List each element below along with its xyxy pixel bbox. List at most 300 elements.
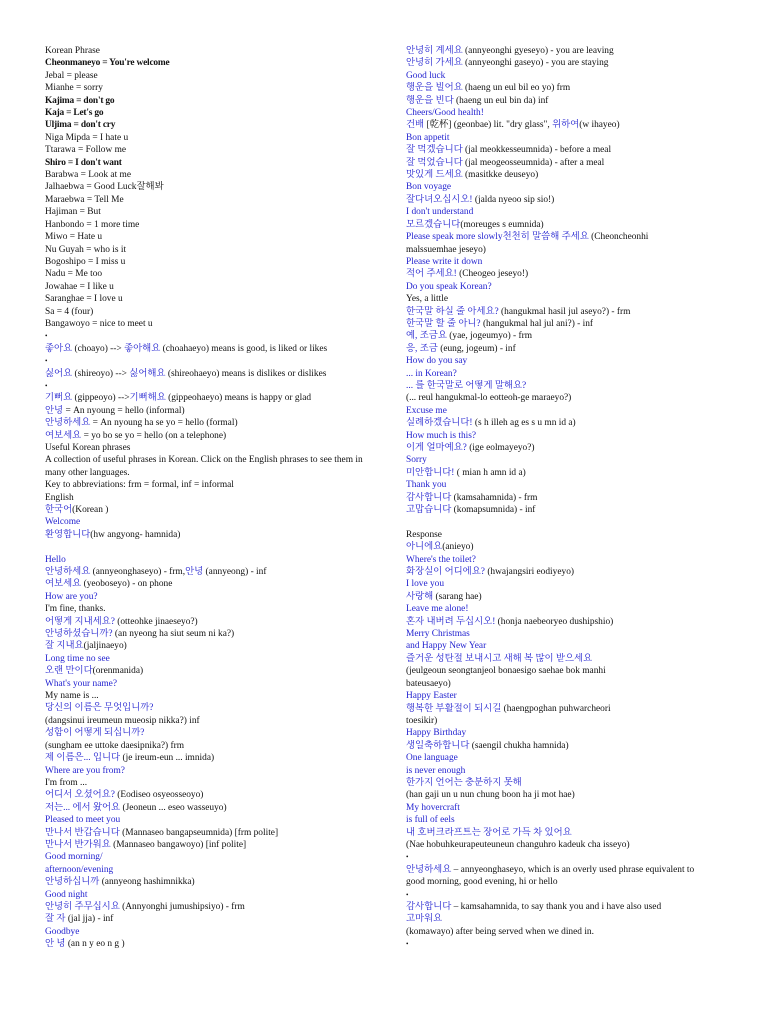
korean-text: 좋아요 [45, 343, 73, 354]
text-content: (Jeoneun ... eseo wasseuyo) [120, 802, 227, 813]
text-line [45, 119, 375, 131]
phrase-heading [406, 368, 736, 380]
text-content: (honja naebeoryeo dushipshio) [495, 616, 614, 627]
text-line [45, 802, 375, 814]
text-content: toesikir) [406, 715, 438, 726]
phrase-heading [406, 70, 736, 82]
text-content: Miwo = Hate u [45, 232, 103, 243]
left-column [45, 45, 375, 951]
blank-line [45, 541, 375, 553]
korean-text: 한국말 할 줄 아니? [406, 318, 481, 329]
text-content: (Mannaseo bangapseumnida) [frm polite] [119, 827, 279, 838]
text-content: (annyeonghaseyo) - frm, [90, 567, 186, 577]
phrase-heading-text: afternoon/evening [45, 864, 114, 875]
text-line [45, 157, 375, 169]
korean-text: 사랑해 [406, 591, 434, 602]
text-content: (choayo) --> [72, 343, 125, 354]
phrase-heading [406, 554, 736, 566]
text-content: Nu Guyah = who is it [45, 244, 127, 255]
bullet-marker [45, 355, 375, 367]
korean-text: 잘 먹겠습니다 [406, 145, 463, 156]
text-content: (sungham ee uttoke daesipnika?) frm [45, 740, 185, 751]
text-content: My name is ... [45, 691, 99, 702]
text-content: (jeulgeoun seongtanjeol bonaesigo saehae bok manhi [406, 666, 606, 677]
text-content: (annyeong) - inf [203, 567, 267, 577]
phrase-heading-text: How do you say [406, 356, 468, 367]
phrase-heading-text: One language [406, 753, 458, 764]
text-content: Useful Korean phrases [45, 442, 131, 453]
korean-text: 좋아해요 [124, 343, 161, 354]
korean-text: 기뻐해요 [129, 393, 166, 404]
text-content: Korean Phrase [45, 46, 100, 56]
text-line [406, 95, 736, 107]
text-content: Hanbondo = 1 more time [45, 219, 140, 230]
korean-text: 어디서 오셨어요? [45, 790, 115, 801]
text-line [406, 777, 736, 789]
text-content: – annyeonghaseyo, which is an overly used phrase equivalent to [451, 864, 695, 875]
text-line [406, 864, 736, 876]
text-content: (annyeonghi gyeseyo) - you are leaving [462, 46, 614, 56]
text-line [45, 417, 375, 429]
phrase-heading-text: ... in Korean? [406, 368, 457, 379]
korean-text: 안 녕 [45, 939, 66, 950]
text-line [406, 169, 736, 181]
text-content: = yo bo se yo = hello (on a telephone) [81, 430, 227, 441]
text-content: (choahaeyo) means is good, is liked or likes [160, 343, 328, 354]
text-content: (annyeong hashimnikka) [99, 877, 195, 888]
text-line [45, 95, 375, 107]
text-line [45, 529, 375, 541]
phrase-heading-text: Please write it down [406, 256, 483, 267]
text-content: bateusaeyo) [406, 678, 451, 689]
text-line [45, 504, 375, 516]
text-line [45, 690, 375, 702]
text-line [406, 504, 736, 516]
text-content: (hwajangsiri eodiyeyo) [484, 567, 575, 578]
text-line [406, 616, 736, 628]
phrase-heading-text: Thank you [406, 480, 447, 491]
phrase-heading [406, 690, 736, 702]
text-line [406, 591, 736, 603]
phrase-heading-text: I love you [406, 579, 445, 590]
text-line [406, 715, 736, 727]
phrase-heading [406, 752, 736, 764]
korean-text: 감사합니다 [406, 901, 452, 912]
text-content: (moreuges s eumnida) [460, 219, 544, 230]
text-line [45, 107, 375, 119]
korean-text: 안녕하십니까 [45, 877, 100, 888]
korean-text: 기뻐요 [45, 393, 73, 404]
phrase-heading [406, 430, 736, 442]
text-line [406, 268, 736, 280]
korean-text: ... 를 한국말로 어떻게 말해요? [406, 380, 527, 391]
korean-text: 싫어요 [45, 368, 73, 379]
text-line [406, 541, 736, 553]
phrase-heading [45, 864, 375, 876]
korean-text: 적어 주세요! [406, 269, 457, 280]
korean-text: 모르겠습니다 [406, 219, 461, 230]
phrase-heading [406, 454, 736, 466]
korean-text: 이게 얼마예요? [406, 443, 467, 453]
korean-text: 위하여 [552, 120, 580, 131]
phrase-heading [406, 727, 736, 739]
text-line [45, 244, 375, 256]
phrase-heading-text: Good night [45, 889, 88, 900]
text-line [45, 578, 375, 590]
text-line [45, 913, 375, 925]
text-line [45, 492, 375, 504]
korean-text: 싫어해요 [129, 368, 166, 379]
bullet-marker [45, 380, 375, 392]
text-content: (s h illeh ag es s u mn id a) [472, 418, 576, 429]
phrase-heading [406, 107, 736, 119]
phrase-heading-text: Where's the toilet? [406, 554, 476, 565]
phrase-heading-text: What's your name? [45, 678, 117, 689]
text-line [45, 430, 375, 442]
text-line [45, 169, 375, 181]
text-line [45, 827, 375, 839]
text-content: (an nyeong ha siut seum ni ka?) [112, 629, 235, 640]
text-content: (jalda nyeoo sip sio!) [472, 194, 555, 205]
text-line [45, 566, 375, 578]
text-line [45, 740, 375, 752]
text-content: Kaja = Let's go [45, 108, 104, 119]
text-content: (Annyonghi jumushipsiyo) - frm [119, 901, 245, 912]
text-content: = An nyoung = hello (informal) [63, 405, 185, 416]
text-line [45, 454, 375, 466]
text-content: Mianhe = sorry [45, 83, 103, 94]
korean-text: 예, 조금요 [406, 331, 447, 342]
text-content: malssuemhae jeseyo) [406, 244, 486, 255]
korean-text: 안녕하세요 [45, 567, 91, 577]
text-content: (sarang hae) [433, 591, 482, 602]
phrase-heading [45, 926, 375, 938]
text-line [45, 901, 375, 913]
phrase-heading [406, 814, 736, 826]
phrase-heading-text: is full of eels [406, 815, 455, 826]
text-content: (Nae hobuhkeurapeuteuneun changuhro kadeuk cha isseyo) [406, 839, 630, 850]
text-line [406, 244, 736, 256]
phrase-heading [45, 516, 375, 528]
korean-text: 안녕히 가세요 [406, 58, 463, 69]
text-line [406, 293, 736, 305]
phrase-heading [45, 591, 375, 603]
phrase-heading [406, 765, 736, 777]
korean-text: 감사합니다 [406, 492, 452, 503]
text-content: (han gaji un u nun chung boon ha ji mot hae) [406, 790, 575, 801]
text-line [45, 281, 375, 293]
phrase-heading-text: Where are you from? [45, 765, 125, 776]
text-line [406, 392, 736, 404]
phrase-heading-text: Cheers/Good health! [406, 108, 484, 119]
text-line [45, 938, 375, 950]
phrase-heading [45, 765, 375, 777]
text-content: many other languages. [45, 467, 130, 478]
text-content: Key to abbreviations: frm = formal, inf = informal [45, 480, 234, 491]
text-line [406, 82, 736, 94]
text-content: (an n y eo n g ) [65, 939, 125, 950]
text-content: Barabwa = Look at me [45, 170, 131, 181]
text-content: Maraebwa = Tell Me [45, 194, 124, 205]
text-content: Yes, a little [406, 294, 449, 305]
text-line [406, 876, 736, 888]
korean-text: 여보세요 [45, 430, 82, 441]
korean-text: 실례하겠습니다! [406, 418, 473, 429]
phrase-heading [406, 578, 736, 590]
phrase-heading [406, 479, 736, 491]
phrase-heading [406, 405, 736, 417]
text-content: (hw angyong- hamnida) [90, 529, 181, 540]
phrase-heading-text: Happy Easter [406, 691, 457, 702]
text-line [406, 839, 736, 851]
korean-text: 만나서 반가워요 [45, 839, 111, 850]
phrase-heading-text: Welcome [45, 517, 81, 528]
text-content: (Eodiseo osyeosseoyo) [114, 790, 204, 801]
korean-text: 환영합니다 [45, 529, 91, 540]
text-line [45, 616, 375, 628]
text-content: (anieyo) [442, 542, 474, 553]
korean-text: 천천히 말씀해 주세요 [502, 232, 589, 243]
text-line [406, 467, 736, 479]
text-content: (Mannaseo bangawoyo) [inf polite] [110, 839, 247, 850]
korean-text: 당신의 이름은 무엇입니까? [45, 703, 154, 714]
text-content: (shireohaeyo) means is dislikes or dislikes [165, 368, 327, 379]
text-line [45, 752, 375, 764]
text-content: A collection of useful phrases in Korean. Click on the English phrases to see them in [45, 455, 363, 466]
phrase-heading-text: Sorry [406, 455, 427, 466]
phrase-heading-text: I don't understand [406, 207, 474, 218]
text-content: (dangsinui ireumeun mueosip nikka?) inf [45, 715, 200, 726]
text-line [45, 57, 375, 69]
text-line [45, 306, 375, 318]
korean-text: 한국어 [45, 504, 73, 515]
korean-text: 응, 조금 [406, 343, 438, 354]
text-line [45, 777, 375, 789]
text-content: (kamsahamnida) - frm [451, 492, 538, 503]
text-content: Niga Mipda = I hate u [45, 132, 129, 143]
text-content: (hangukmal hal jul ani?) - inf [480, 318, 594, 329]
text-line [45, 181, 375, 193]
bullet-marker [406, 938, 736, 950]
korean-text: 행복한 부활절이 되시길 [406, 703, 502, 714]
text-line [406, 417, 736, 429]
text-content: Response [406, 529, 442, 540]
phrase-heading [406, 256, 736, 268]
text-line [45, 70, 375, 82]
text-content: (jal meogeosseumnida) - after a meal [462, 157, 605, 168]
phrase-heading [45, 554, 375, 566]
korean-text: 고마워요 [406, 914, 443, 925]
text-content: (shireoyo) --> [72, 368, 130, 379]
phrase-heading-text: is never enough [406, 765, 466, 776]
text-line [45, 789, 375, 801]
phrase-heading-text: How are you? [45, 591, 98, 602]
text-content: (masitkke deuseyo) [462, 170, 539, 181]
text-content: Jalhaebwa = Good Luck [45, 182, 137, 193]
korean-text: 행운을 빌어요 [406, 83, 463, 94]
korean-text: 여보세요 [45, 579, 82, 590]
text-line [45, 368, 375, 380]
text-content: = An nyoung ha se yo = hello (formal) [90, 418, 238, 429]
text-line [406, 343, 736, 355]
text-line [45, 206, 375, 218]
phrase-heading-text: Do you speak Korean? [406, 281, 492, 292]
text-line [45, 82, 375, 94]
korean-text: 안녕하셨습니까? [45, 629, 113, 640]
text-content: (hangukmal hasil jul aseyo?) - frm [498, 306, 631, 317]
phrase-heading [406, 281, 736, 293]
text-content: (saengil chukha hamnida) [469, 740, 569, 751]
text-line [45, 256, 375, 268]
text-content: (yae, jogeumyo) - frm [446, 331, 533, 342]
text-line [406, 529, 736, 541]
korean-text: 저는... 에서 왔어요 [45, 802, 121, 813]
text-line [45, 603, 375, 615]
text-line [406, 901, 736, 913]
text-content: Sa = 4 (four) [45, 306, 94, 317]
text-content: (haeng un eul bil eo yo) frm [462, 83, 571, 94]
text-content: (yeoboseyo) - on phone [81, 579, 173, 590]
text-content: English [45, 492, 74, 503]
text-line [406, 45, 736, 57]
phrase-heading-text: Please speak more slowly [406, 232, 503, 243]
text-line [406, 194, 736, 206]
phrase-heading-text: Excuse me [406, 405, 447, 416]
phrase-heading-text: Good morning/ [45, 852, 103, 863]
phrase-heading [45, 889, 375, 901]
korean-text: 한가지 언어는 충분하지 못해 [406, 777, 522, 788]
text-line [45, 293, 375, 305]
phrase-heading-text: Hello [45, 554, 66, 565]
phrase-heading-text: Merry Christmas [406, 629, 470, 640]
phrase-heading-text: Good luck [406, 70, 446, 81]
phrase-heading [406, 181, 736, 193]
text-line [45, 442, 375, 454]
text-content: (jal jja) - inf [65, 914, 114, 925]
phrase-heading-text: Bon appetit [406, 132, 450, 143]
text-content: (je ireum-eun ... imnida) [120, 753, 215, 764]
text-content: (annyeonghi gaseyo) - you are staying [462, 58, 609, 69]
phrase-heading [45, 851, 375, 863]
blank-line [406, 516, 736, 528]
text-content: (otteohke jinaeseyo?) [114, 616, 198, 627]
bullet-marker [45, 330, 375, 342]
text-content: ( mian h amn id a) [454, 467, 526, 478]
right-column [406, 45, 736, 951]
text-line [406, 703, 736, 715]
korean-text: 만나서 반갑습니다 [45, 827, 120, 838]
text-line [406, 913, 736, 925]
text-line [45, 132, 375, 144]
phrase-heading-text: Pleased to meet you [45, 815, 121, 826]
korean-text: 잘다녀오십시오! [406, 194, 473, 205]
korean-text: 잘해봐 [136, 182, 164, 193]
text-line [45, 839, 375, 851]
korean-text: 맛있게 드세요 [406, 170, 463, 181]
korean-text: 안녕 [45, 405, 64, 416]
korean-text: 건배 [406, 120, 425, 131]
text-line [406, 144, 736, 156]
korean-text: 잘 지내요 [45, 641, 84, 652]
korean-text: 성함이 어떻게 되십니까? [45, 728, 145, 739]
text-content: (jal meokkesseumnida) - before a meal [462, 145, 612, 156]
text-line [406, 119, 736, 131]
text-content: (haeng un eul bin da) inf [453, 95, 549, 106]
text-line [406, 926, 736, 938]
text-line [406, 330, 736, 342]
phrase-heading [406, 355, 736, 367]
text-content: I'm fine, thanks. [45, 604, 106, 615]
phrase-heading [45, 814, 375, 826]
text-content: Kajima = don't go [45, 95, 115, 106]
korean-text: 혼자 내버려 두십시오! [406, 616, 496, 627]
text-line [45, 231, 375, 243]
phrase-heading [406, 231, 736, 243]
text-content: [乾杯] (geonbae) lit. "dry glass", [424, 120, 553, 131]
text-content: Nadu = Me too [45, 269, 103, 280]
korean-text: 한국말 하실 줄 아세요? [406, 306, 499, 317]
text-line [45, 727, 375, 739]
korean-text: 생일축하합니다 [406, 740, 470, 751]
text-content: Saranghae = I love u [45, 294, 123, 305]
text-content: (... reul hangukmal-lo eotteoh-ge maraeyo?) [406, 393, 572, 404]
korean-text: 제 이름은... 입니다 [45, 753, 121, 764]
text-line [45, 479, 375, 491]
phrase-heading [406, 132, 736, 144]
text-line [45, 628, 375, 640]
text-line [406, 380, 736, 392]
text-line [406, 492, 736, 504]
text-line [45, 268, 375, 280]
text-line [45, 343, 375, 355]
phrase-heading-text: Bon voyage [406, 182, 452, 193]
korean-text: 안녕하세요 [406, 864, 452, 875]
text-content: (haengpoghan puhwarcheori [501, 703, 611, 714]
text-line [45, 318, 375, 330]
korean-text: 고맙습니다 [406, 505, 452, 516]
text-line [406, 57, 736, 69]
text-content: – kamsahamnida, to say thank you and i have also used [451, 901, 662, 912]
text-line [406, 442, 736, 454]
korean-text: 잘 자 [45, 914, 66, 925]
text-line [406, 219, 736, 231]
text-line [406, 665, 736, 677]
bullet-marker [406, 851, 736, 863]
text-content: Cheonmaneyo = You're welcome [45, 58, 170, 69]
text-line [45, 45, 375, 57]
phrase-heading [406, 603, 736, 615]
phrase-heading [45, 653, 375, 665]
korean-text: 오랜 만이다 [45, 666, 93, 677]
text-content: (komapsumnida) - inf [451, 505, 536, 516]
korean-text: 즐거운 성탄절 보내시고 새해 복 많이 받으세요 [406, 653, 593, 664]
text-line [45, 665, 375, 677]
text-line [45, 219, 375, 231]
text-line [406, 789, 736, 801]
phrase-heading-text: and Happy New Year [406, 641, 487, 652]
text-content: good morning, good evening, hi or hello [406, 877, 558, 888]
korean-text: 행운을 빈다 [406, 95, 454, 106]
text-line [406, 678, 736, 690]
text-content: (gippeoyo) --> [72, 393, 130, 404]
text-content: Bogoshipo = I miss u [45, 256, 126, 267]
text-line [45, 876, 375, 888]
korean-text: 안녕 [185, 567, 204, 577]
korean-text: 어떻게 지내세요? [45, 616, 115, 627]
text-content: Bangawoyo = nice to meet u [45, 318, 153, 329]
text-line [406, 157, 736, 169]
phrase-heading [406, 206, 736, 218]
